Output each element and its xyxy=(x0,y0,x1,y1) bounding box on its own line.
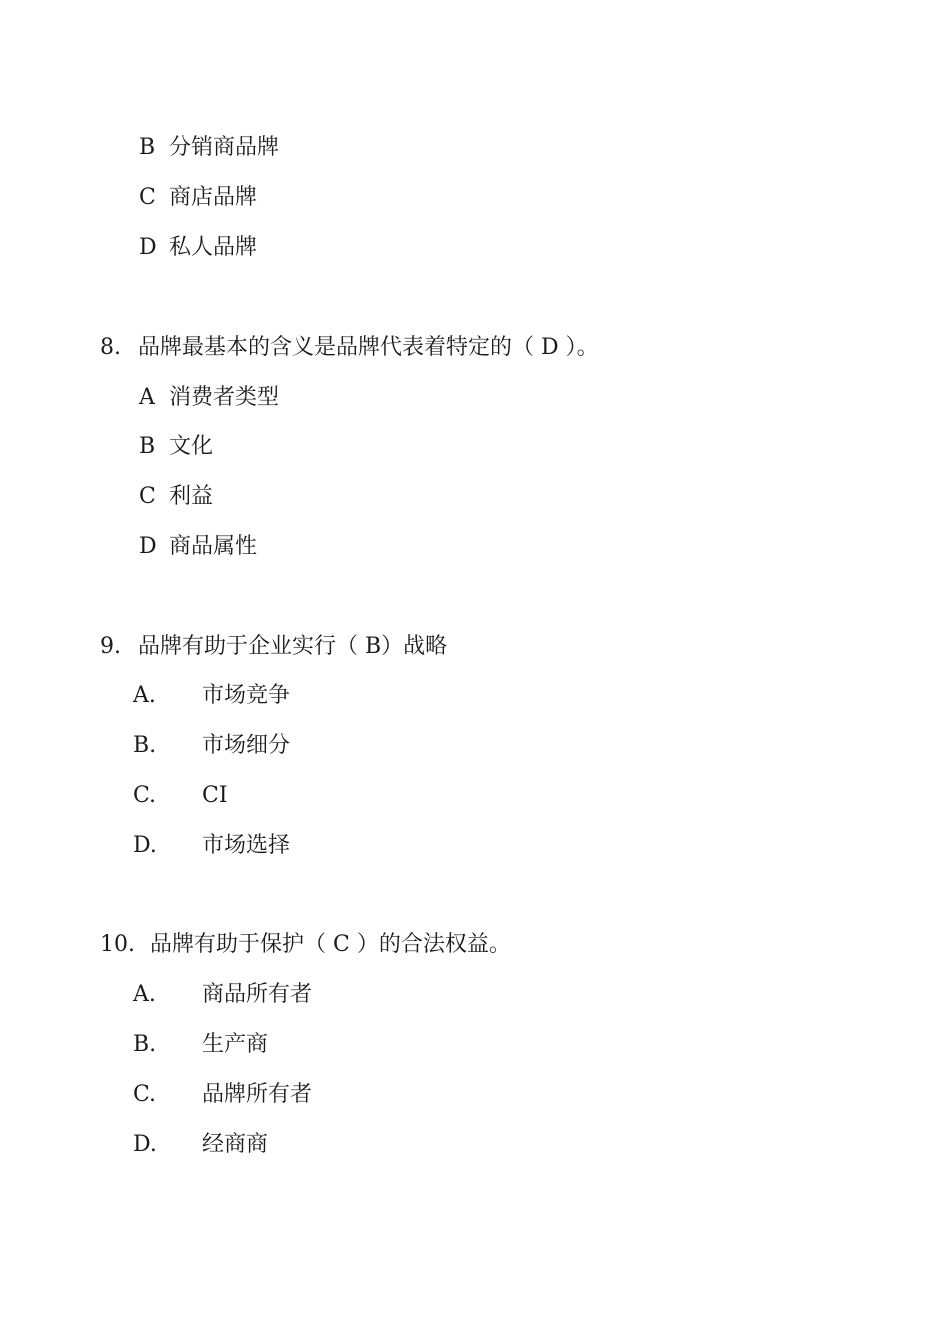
option-q8-b xyxy=(139,432,213,462)
option-prev-b xyxy=(139,133,279,163)
option-text: 品牌所有者 xyxy=(202,1082,313,1107)
option-q8-a xyxy=(139,383,279,413)
option-text: CI xyxy=(202,783,228,808)
option-text: 市场选择 xyxy=(202,833,291,858)
option-letter: B xyxy=(139,135,156,160)
option-text: 生产商 xyxy=(202,1032,269,1057)
option-prev-c xyxy=(139,183,257,213)
option-letter: A xyxy=(139,385,155,410)
option-letter: B. xyxy=(133,733,157,758)
option-q10-d xyxy=(133,1130,268,1160)
question-text: 品牌有助于企业实行（ B）战略 xyxy=(138,634,448,659)
option-text: 市场细分 xyxy=(202,733,291,758)
option-text: 消费者类型 xyxy=(169,385,280,410)
option-letter: C. xyxy=(133,1082,157,1107)
option-letter: D xyxy=(139,534,157,559)
question-text: 品牌有助于保护（ C ）的合法权益。 xyxy=(150,932,511,957)
question-number: 8. xyxy=(100,335,121,360)
question-8 xyxy=(100,333,599,363)
option-text: 商店品牌 xyxy=(169,185,258,210)
question-number: 9. xyxy=(100,634,121,659)
option-text: 商品属性 xyxy=(169,534,258,559)
option-q9-c xyxy=(133,781,228,811)
option-text: 分销商品牌 xyxy=(169,135,280,160)
question-10 xyxy=(100,930,511,960)
option-text: 私人品牌 xyxy=(169,235,258,260)
option-letter: A. xyxy=(133,683,156,708)
option-q9-d xyxy=(133,831,290,861)
option-q9-b xyxy=(133,731,290,761)
option-q9-a xyxy=(133,681,290,711)
option-q8-d xyxy=(139,532,257,562)
option-letter: C xyxy=(139,185,156,210)
option-letter: B. xyxy=(133,1032,157,1057)
option-q8-c xyxy=(139,482,213,512)
option-q10-c xyxy=(133,1080,312,1110)
option-letter: B xyxy=(139,434,156,459)
option-letter: D xyxy=(139,235,157,260)
question-number: 10. xyxy=(100,932,135,957)
option-letter: D. xyxy=(133,833,157,858)
option-text: 文化 xyxy=(169,434,214,459)
option-text: 经商商 xyxy=(202,1132,269,1157)
question-text: 品牌最基本的含义是品牌代表着特定的（ D ）。 xyxy=(138,335,599,360)
question-9 xyxy=(100,632,447,662)
option-q10-b xyxy=(133,1030,268,1060)
option-text: 市场竞争 xyxy=(202,683,291,708)
option-letter: C xyxy=(139,484,156,509)
option-letter: C. xyxy=(133,783,157,808)
option-letter: A. xyxy=(133,982,156,1007)
option-q10-a xyxy=(133,980,312,1010)
option-text: 利益 xyxy=(169,484,214,509)
option-letter: D. xyxy=(133,1132,157,1157)
option-prev-d xyxy=(139,233,257,263)
option-text: 商品所有者 xyxy=(202,982,313,1007)
